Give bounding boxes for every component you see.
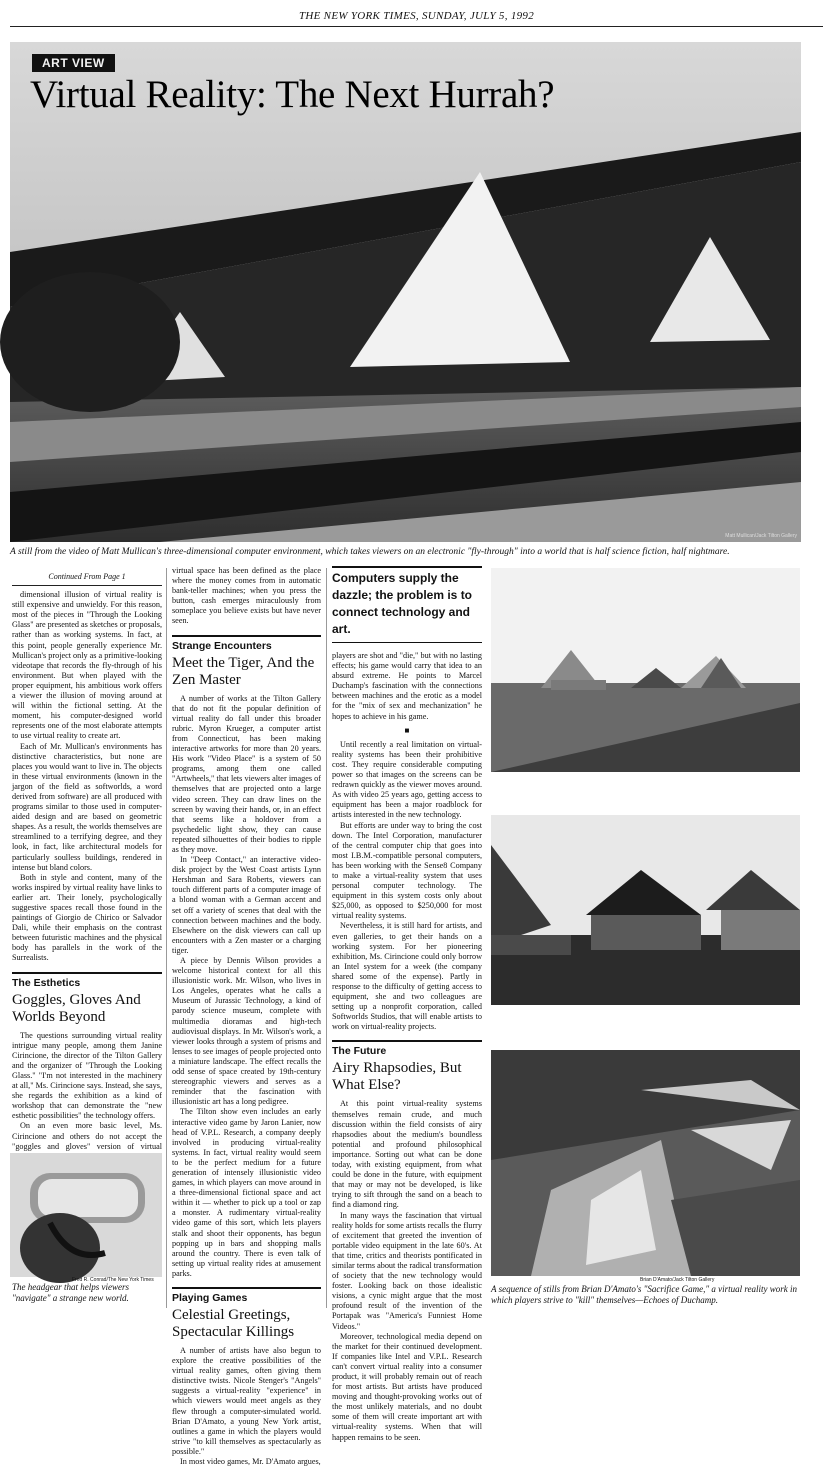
paragraph: At this point virtual-reality systems themselves remain crude, and much discussion within the field consists of airy rhapsodies about the medium's boundless potential and profound philosophical importance. Sorting out what can be done today, with existing equipment, from what could be done in the future, with equipment that may or may not be developed, is like trying to sift through the sand on a beach to find a diamond ring. [332,1099,482,1210]
headgear-caption: The headgear that helps viewers "navigate" a strange new world. [12,1282,129,1303]
paragraph: In most video games, Mr. D'Amato argues, [180,1457,321,1467]
paragraph: Both in style and content, many of the works inspired by virtual reality have links to earlier art. Their lonely, psychologically suggestive spaces recall those found in the paintings of Giorgio de Chirico or Salvador Dali, while their emphasis on the contrast between futuristic machines and the physical body has parallels in the work of the Surrealists. [12,872,162,963]
paragraph: On an even more basic level, Ms. Cirincione and others do not accept the "goggles and gloves" version of virtual [12,1121,162,1151]
still-3-illustration [491,1050,800,1276]
paragraph: players are shot and "die," but with no lasting effects; his game would carry that idea to an absurd extreme. He points to Marcel Duchamp's fascination with the connections between machines and the erotic as a model for the "mix of sex and mechanization" he hopes to achieve in his game. [332,651,482,721]
column-2 [172,566,321,1467]
continued-from: Continued From Page 1 [12,572,162,586]
column-3 [332,566,482,1442]
section-break-icon: ■ [404,725,410,735]
paragraph: A piece by Dennis Wilson provides a welcome historical context for all this illusionistic work. Mr. Wilson, who lives in Los Angeles, operates what he calls a Museum of Jurassic Technology, a kind of parody science museum, complete with multimedia dioramas and high-tech audiovisual displays. In Mr. Wilson's work, a viewer looks through a system of prisms and lenses to see images of people projected onto a miniature landscape. The effect recalls the odd sense of space created by 19th-century stereographic viewers and serves as a reminder that the fascination with illusionistic art has a long pedigree. [172,956,321,1107]
section-label-future: The Future [332,1040,482,1057]
still-1 [491,568,800,772]
headgear-credit: Fred R. Conrad/The New York Times [72,1277,154,1283]
paragraph: Nevertheless, it is still hard for artists, and even galleries, to get their hands on a working system. For her pioneering exhibition, Ms. Cirincione could only borrow an Intel system for a week (the company shared some of the expense). Partly in response to the difficulty of getting access to equipment, she and two colleagues are setting up a nonprofit corporation, called Softworlds Studios, that will enable artists to work on virtual-reality projects. [332,921,482,1032]
paragraph: Until recently a real limitation on virtual-reality systems has been their prohibitive cost. They require considerable computing power so that images on the screens can be redrawn quickly as the viewer moves around. As with video 25 years ago, getting access to equipment has been a major roadblock for artists interested in the new technology. [332,739,482,820]
headgear-illustration [10,1153,162,1277]
paragraph: In many ways the fascination that virtual reality holds for some artists recalls the flurry of excitement that greeted the invention of portable video equipment in the late 60's. At that time, critics and theorists pontificated in similar terms about the radical transformation of society that the new technology would foster. Looking back on those idealistic visions, a cynic might argue that the most profound result of the invention of the Portapak was "America's Funniest Home Videos." [332,1210,482,1331]
still-2-illustration [491,815,800,1005]
paragraph: The questions surrounding virtual reality intrigue many people, among them Janine Cirincione, the director of the Tilton Gallery and the organizer of "Through the Looking Glass." "I'm not interested in the machinery at all," Ms. Cirincione says. Instead, she says, she regards the exhibition as a kind of workshop that can demonstrate the "new esthetic possibilities" the technology offers. [12,1030,162,1121]
paragraph: A number of works at the Tilton Gallery that do not fit the popular definition of virtual reality do fall under this broader rubric. Myron Krueger, a computer artist from Connecticut, has been making interactive artworks for more than 20 years. His work "Video Place" is a system of 50 programs, among them one called "Artwheels," that lets viewers alter images of themselves that are projected onto a large video screen. They can draw lines on the screen by waving their hands, or, in an effect that seems like a holdover from a psychedelic light show, they can cause repeated silhouettes of their bodies to ripple as they move. [172,693,321,854]
dateline: THE NEW YORK TIMES, SUNDAY, JULY 5, 1992 [298,10,535,22]
right-caption: A sequence of stills from Brian D'Amato's "Sacrifice Game," a virtual reality work in which players strive to "kill" themselves—Echoes of Duchamp. [491,1284,798,1305]
paragraph: A number of artists have also begun to explore the creative possibilities of the virtual reality games, often giving them distinctive twists. Nicole Stenger's "Angels" suggests a virtual-reality "experience" in which viewers would meet angels as they flew through a computer-simulated world. Brian D'Amato, a young New York artist, outlines a game in which the players would strive "to kill themselves as spectacularly as possible." [172,1346,321,1456]
still-3 [491,1050,800,1276]
section-label-esthetics: The Esthetics [12,972,162,989]
headline: Virtual Reality: The Next Hurrah? [30,73,555,116]
paragraph: But efforts are under way to bring the cost down. The Intel Corporation, manufacturer of the central computer chip that goes into most I.B.M.-compatible personal computers, has been working with the Sense8 Company to make a virtual-reality system that uses personal computer technology. The equipment in this system costs only about $25,000, as opposed to $250,000 for most virtual reality systems. [332,820,482,921]
column-divider [166,568,167,1308]
top-rule [10,26,823,27]
hero-caption: A still from the video of Matt Mullican's three-dimensional computer environment, which takes viewers on an electronic "fly-through" into a world that is half science fiction, half nightmare. [10,547,730,557]
hero-illustration [10,42,801,542]
section-head-future: Airy Rhapsodies, But What Else? [332,1060,462,1094]
right-credit: Brian D'Amato/Jack Tilton Gallery [640,1277,715,1283]
paragraph: virtual space has been defined as the place where the money comes from in automatic bank-teller machines; when you press the button, cash emerges miraculously from someplace you believe exists but have never seen. [172,566,321,626]
paragraph: dimensional illusion of virtual reality is still expensive and unwieldy. For this reason, most of the pieces in "Through the Looking Glass" are presented as sketches or proposals, rather than as working systems. In fact, at this point, people generally experience Mr. Mullican's project only as a primitive-looking videotape that records the fly-through of his environment. But when played with the proper equipment, his ambitious work offers a viewer the illusion of moving around at will within the fictional setting. At the moment, his computer-designed world represents one of the most elaborate attempts to use virtual reality to create art. [12,590,162,741]
section-head-esthetics: Goggles, Gloves And Worlds Beyond [12,991,141,1025]
headgear-photo [10,1153,162,1277]
paragraph: Each of Mr. Mullican's environments has distinctive characteristics, but none are places you would want to live in. The objects in these virtual environments (known in the jargon of the field as softworlds, a word derived from software) are all produced with programs similar to those used in computer-aided design and are based on geometric shapes. As a result, the worlds themselves are streamlined to a terrifying degree, and they look, in fact, like architectural models for particularly soulless buildings, rendered in intense but bland colors. [12,741,162,872]
still-2 [491,815,800,1005]
pull-quote: Computers supply the dazzle; the problem is to connect technology and art. [332,566,482,643]
section-label-games: Playing Games [172,1287,321,1304]
paragraph: In "Deep Contact," an interactive video-disk project by the West Coast artists Lynn Hershman and Sara Roberts, viewers can touch different parts of a computer image of a blond woman with a German accent and set off a variety of scenes that deal with the connection between machines and the body. Elsewhere on the disk viewers can call up encounters with a Zen master or a charging tiger. [172,855,321,955]
art-view-label: ART VIEW [32,54,115,72]
hero-photo [10,42,801,542]
section-label-encounters: Strange Encounters [172,635,321,652]
paragraph: Moreover, technological media depend on the market for their continued development. If companies like Intel and V.P.L. Research can't convert virtual reality into a consumer product, it will probably remain out of reach for most artists. But artists have produced moving and thought-provoking works out of the most unlikely materials, and no doubt some of them will create important art with virtual-reality systems. When that will happen remains to be seen. [332,1331,482,1442]
section-head-encounters: Meet the Tiger, And the Zen Master [172,654,315,688]
paragraph: The Tilton show even includes an early interactive video game by Jaron Lanier, now head of V.P.L. Research, a company deeply involved in producing virtual-reality systems. In fact, virtual reality would seem to be the perfect medium for a future generation of intensely illusionistic video games, in which players can move around in a three-dimensional fictional space and act within it — whether to pick up a tool or zap a monster. A rudimentary virtual-reality video game of this sort, which lets players stalk and shoot their opponents, has begun popping up in bars and shopping malls around the country. There is even talk of setting up virtual reality rides at amusement parks. [172,1107,321,1278]
column-divider [326,568,327,1308]
still-1-illustration [491,568,800,772]
column-1 [12,572,162,1150]
hero-credit: Matt Mullican/Jack Tilton Gallery [725,533,797,539]
section-head-games: Celestial Greetings, Spectacular Killings [172,1307,295,1340]
